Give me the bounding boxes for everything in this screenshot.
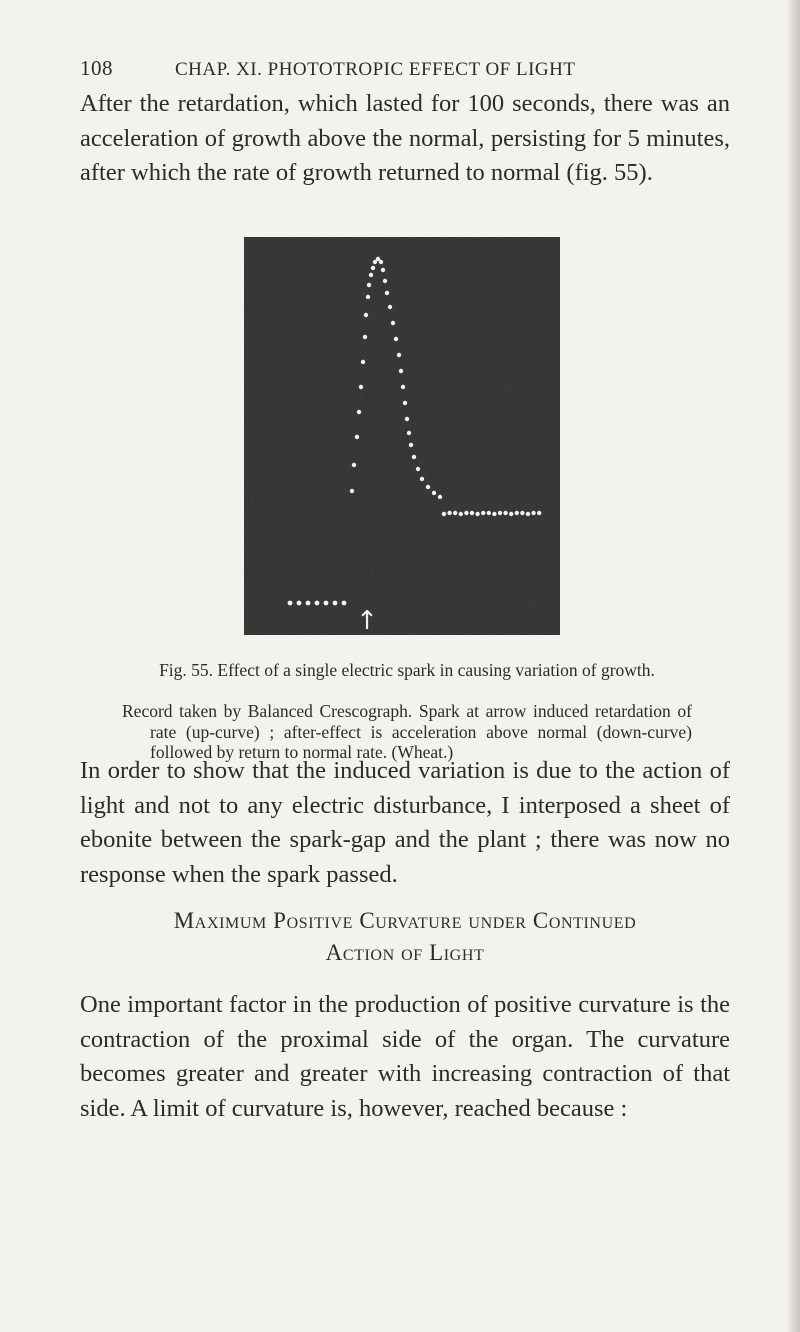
plate-grain xyxy=(244,237,560,635)
record-dot xyxy=(388,305,392,309)
record-dot xyxy=(324,601,329,606)
record-dot xyxy=(366,295,370,299)
record-dot xyxy=(397,353,401,357)
record-dot xyxy=(492,512,496,516)
section-heading-line-1: Maximum Positive Curvature under Continued xyxy=(173,908,637,933)
record-dot xyxy=(403,401,407,405)
record-dot xyxy=(385,291,389,295)
record-dot xyxy=(352,463,356,467)
record-dot xyxy=(383,279,387,283)
record-dot xyxy=(438,495,442,499)
record-dot xyxy=(464,511,468,515)
figure-caption-title: Fig. 55. Effect of a single electric spark in causing variation of growth. xyxy=(159,660,655,680)
record-dot xyxy=(470,511,474,515)
record-dot xyxy=(342,601,347,606)
record-dot xyxy=(391,321,395,325)
record-dot xyxy=(367,283,371,287)
record-dot xyxy=(394,337,398,341)
record-dot xyxy=(447,511,451,515)
record-dot xyxy=(399,369,403,373)
record-dot xyxy=(537,511,541,515)
record-dot xyxy=(306,601,311,606)
record-dot xyxy=(420,477,424,481)
paragraph-2: In order to show that the induced variation is due to the action of light and not to any electric disturbance, I interposed a sheet of ebonite between the spark-gap and the plant ; there was now no response when the spark passed. xyxy=(80,757,730,888)
section-heading xyxy=(80,905,730,969)
record-dot xyxy=(515,511,519,515)
record-dot xyxy=(315,601,320,606)
paragraph-3: One important factor in the production of positive curvature is the contraction of the proximal side of the organ. The curvature becomes greater and greater with increasing contraction of that side. A limit of curvature is, however, reached because : xyxy=(80,991,730,1122)
record-dot xyxy=(475,512,479,516)
record-dot xyxy=(409,443,413,447)
record-dot xyxy=(381,268,385,272)
record-dot xyxy=(442,512,446,516)
record-dot xyxy=(333,601,338,606)
record-dot xyxy=(520,511,524,515)
record-dot xyxy=(412,455,416,459)
record-dot xyxy=(350,489,354,493)
record-dot xyxy=(371,266,375,270)
record-dot xyxy=(432,491,436,495)
record-dot xyxy=(509,512,513,516)
record-dot xyxy=(503,511,507,515)
record-dot xyxy=(405,417,409,421)
record-dot xyxy=(297,601,302,606)
crescograph-record-figure xyxy=(244,237,560,635)
figure-caption-body: Record taken by Balanced Crescograph. Spark at arrow induced retardation of rate (up-curve) ; after-effect is acceleration above normal (down-curve) followed by return to normal rate. (Wheat.) xyxy=(122,701,692,762)
page-edge-shadow xyxy=(786,0,800,1332)
record-dot xyxy=(363,335,367,339)
record-dot xyxy=(401,385,405,389)
record-dot xyxy=(407,431,411,435)
record-dot xyxy=(379,260,383,264)
record-dot xyxy=(487,511,491,515)
record-dot xyxy=(416,467,420,471)
record-dot xyxy=(361,360,365,364)
record-dot xyxy=(459,512,463,516)
record-dot xyxy=(526,512,530,516)
paragraph-1: After the retardation, which lasted for 100 seconds, there was an acceleration of growth above the normal, persisting for 5 minutes, after which the rate of growth returned to normal (fig. 55). xyxy=(80,90,730,186)
record-dot xyxy=(369,273,373,277)
record-dot xyxy=(359,385,363,389)
record-dot xyxy=(357,410,361,414)
record-dot xyxy=(531,511,535,515)
record-dot xyxy=(288,601,293,606)
record-dot xyxy=(355,435,359,439)
record-plot xyxy=(244,237,560,635)
record-dot xyxy=(453,511,457,515)
record-dot xyxy=(481,511,485,515)
spark-arrow-icon: ↑ xyxy=(356,606,378,635)
page-number: 108 xyxy=(80,56,113,80)
running-title: CHAP. XI. PHOTOTROPIC EFFECT OF LIGHT xyxy=(175,59,576,80)
running-header xyxy=(80,56,720,81)
section-heading-line-2: Action of Light xyxy=(325,940,485,965)
record-dot xyxy=(364,313,368,317)
record-dot xyxy=(498,511,502,515)
record-dot xyxy=(426,485,430,489)
